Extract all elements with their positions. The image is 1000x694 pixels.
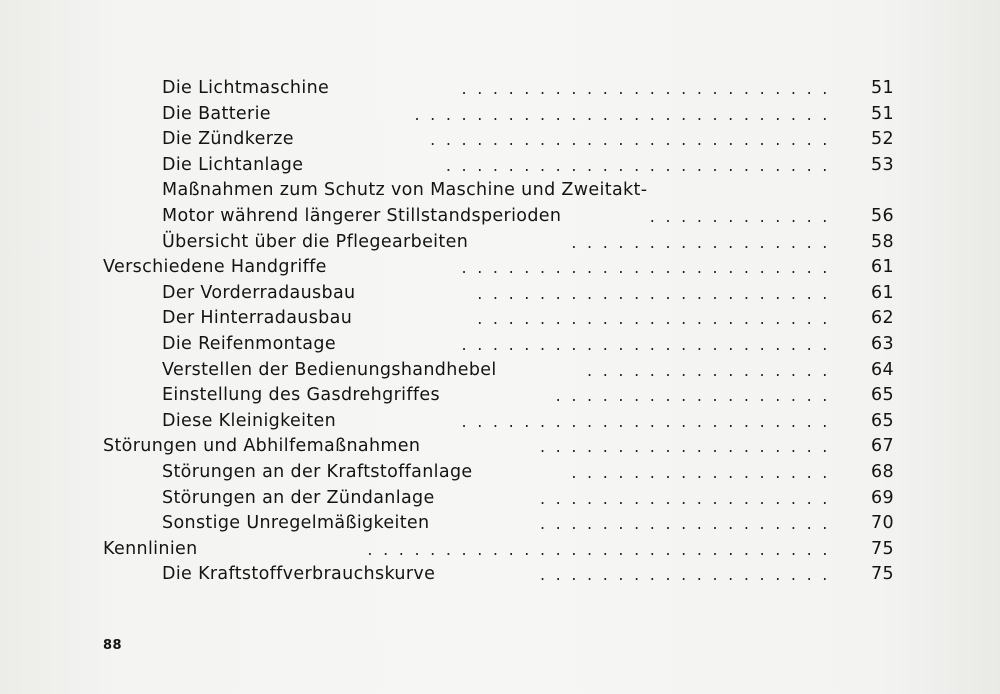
dot-leader: ......................... xyxy=(445,155,838,175)
toc-entry-title: Übersicht über die Pflegearbeiten xyxy=(162,231,469,252)
toc-entry xyxy=(0,204,1000,230)
toc-entry-title: Diese Kleinigkeiten xyxy=(162,410,337,431)
toc-entry xyxy=(0,281,1000,307)
dot-leader: ................. xyxy=(571,462,838,482)
toc-entry-title: Der Hinterradausbau xyxy=(162,308,353,329)
toc-entry-title: Die Reifenmontage xyxy=(162,333,336,354)
toc-entry xyxy=(0,486,1000,512)
toc-entry-title: Die Lichtanlage xyxy=(162,154,304,175)
dot-leader: ................... xyxy=(539,437,838,457)
dot-leader: ........................... xyxy=(414,104,838,124)
toc-entry xyxy=(0,460,1000,486)
toc-entry-page-number: 61 xyxy=(871,257,894,278)
toc-entry xyxy=(0,434,1000,460)
toc-entry-page-number: 70 xyxy=(871,513,894,534)
toc-entry-title: Die Zündkerze xyxy=(162,129,294,150)
toc-entry-title: Verstellen der Bedienungshandhebel xyxy=(162,359,497,380)
toc-entry-page-number: 51 xyxy=(871,103,894,124)
toc-entry xyxy=(0,511,1000,537)
toc-entry xyxy=(0,383,1000,409)
toc-entry-title: Maßnahmen zum Schutz von Maschine und Zweitakt- xyxy=(162,180,648,201)
toc-entry-page-number: 56 xyxy=(871,205,894,226)
toc-entry-title: Einstellung des Gasdrehgriffes xyxy=(162,385,440,406)
dot-leader: ....................... xyxy=(477,283,838,303)
table-of-contents xyxy=(0,76,1000,588)
dot-leader: ........................ xyxy=(461,258,838,278)
toc-entry xyxy=(0,230,1000,256)
dot-leader: ........................ xyxy=(461,334,838,354)
toc-entry-page-number: 69 xyxy=(871,487,894,508)
dot-leader: ................... xyxy=(539,514,838,534)
toc-entry-page-number: 52 xyxy=(871,129,894,150)
toc-entry-title: Kennlinien xyxy=(103,538,198,559)
toc-entry-page-number: 65 xyxy=(871,410,894,431)
toc-entry xyxy=(0,537,1000,563)
toc-entry-title: Die Batterie xyxy=(162,103,271,124)
toc-entry-page-number: 51 xyxy=(871,78,894,98)
toc-entry-title: Störungen an der Zündanlage xyxy=(162,487,435,508)
toc-entry-page-number: 61 xyxy=(871,282,894,303)
dot-leader: ....................... xyxy=(477,309,838,329)
toc-entry-page-number: 68 xyxy=(871,461,894,482)
dot-leader: ................... xyxy=(539,488,838,508)
toc-entry xyxy=(0,76,1000,102)
toc-entry-page-number: 53 xyxy=(871,154,894,175)
toc-entry xyxy=(0,255,1000,281)
dot-leader: .................. xyxy=(555,386,838,406)
toc-entry xyxy=(0,409,1000,435)
toc-entry-title: Die Lichtmaschine xyxy=(162,78,330,98)
toc-entry xyxy=(0,358,1000,384)
toc-entry-page-number: 64 xyxy=(871,359,894,380)
toc-entry-title: Störungen und Abhilfemaßnahmen xyxy=(103,436,421,457)
toc-entry xyxy=(0,102,1000,128)
dot-leader: .............................. xyxy=(367,539,838,559)
toc-entry-title: Sonstige Unregelmäßigkeiten xyxy=(162,513,430,534)
toc-entry-page-number: 75 xyxy=(871,538,894,559)
toc-entry-page-number: 67 xyxy=(871,436,894,457)
toc-entry-title: Störungen an der Kraftstoffanlage xyxy=(162,461,473,482)
toc-entry xyxy=(0,127,1000,153)
dot-leader: ............ xyxy=(649,206,838,226)
toc-entry-page-number: 58 xyxy=(871,231,894,252)
toc-entry xyxy=(0,562,1000,588)
dot-leader: ................ xyxy=(587,360,838,380)
toc-entry-title: Der Vorderradausbau xyxy=(162,282,356,303)
toc-entry xyxy=(0,332,1000,358)
dot-leader: ........................ xyxy=(461,411,838,431)
toc-entry-title: Motor während längerer Stillstandsperioden xyxy=(162,205,562,226)
toc-entry-page-number: 63 xyxy=(871,333,894,354)
dot-leader: ................. xyxy=(571,232,838,252)
toc-entry xyxy=(0,178,1000,204)
toc-entry-page-number: 65 xyxy=(871,385,894,406)
toc-entry-title: Verschiedene Handgriffe xyxy=(103,257,327,278)
dot-leader: .......................... xyxy=(430,130,838,150)
dot-leader: ................... xyxy=(539,565,838,585)
toc-entry-title: Die Kraftstoffverbrauchskurve xyxy=(162,564,436,585)
toc-entry xyxy=(0,153,1000,179)
toc-entry xyxy=(0,306,1000,332)
toc-entry-page-number: 75 xyxy=(871,564,894,585)
dot-leader: ........................ xyxy=(461,79,838,98)
page-number: 88 xyxy=(103,638,123,653)
toc-entry-page-number: 62 xyxy=(871,308,894,329)
